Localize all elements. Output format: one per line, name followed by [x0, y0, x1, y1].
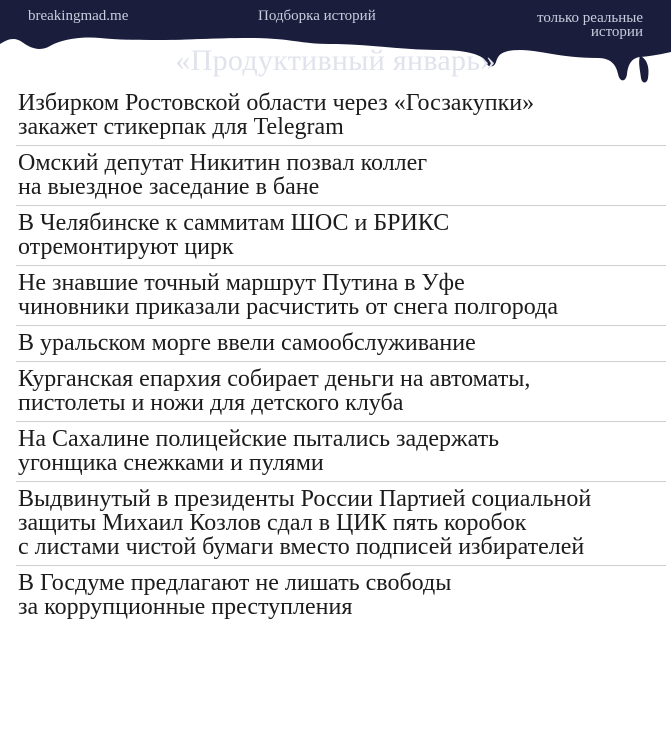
story-headline-line: Курганская епархия собирает деньги на автоматы,: [18, 366, 531, 392]
story-headline-line: чиновники приказали расчистить от снега полгорода: [18, 294, 558, 320]
story-headline-line: защиты Михаил Козлов сдал в ЦИК пять коробок: [18, 510, 527, 536]
story-headline-line: с листами чистой бумаги вместо подписей избирателей: [18, 534, 585, 560]
story-headline-line: В уральском морге ввели самообслуживание: [18, 330, 476, 356]
story-list: [16, 86, 666, 625]
story-item[interactable]: [16, 326, 666, 362]
story-headline-line: пистолеты и ножи для детского клуба: [18, 390, 404, 416]
story-headline-line: за коррупционные преступления: [18, 594, 353, 620]
story-item[interactable]: [16, 422, 666, 482]
issue-title: «Продуктивный январь»: [175, 44, 496, 77]
story-item[interactable]: [16, 482, 666, 566]
collection-label: Подборка историй: [258, 8, 376, 24]
site-name-link[interactable]: breakingmad.me: [28, 8, 129, 24]
story-headline-line: отремонтируют цирк: [18, 234, 234, 260]
story-item[interactable]: [16, 86, 666, 146]
story-headline-line: на выездное заседание в бане: [18, 174, 320, 200]
story-headline-line: угонщика снежками и пулями: [18, 450, 324, 476]
story-headline-line: Избирком Ростовской области через «Госзакупки»: [18, 90, 535, 116]
story-headline-line: В Госдуме предлагают не лишать свободы: [18, 570, 452, 596]
tagline: только реальные истории: [537, 10, 643, 40]
story-item[interactable]: [16, 566, 666, 625]
story-item[interactable]: [16, 206, 666, 266]
story-headline-line: В Челябинске к саммитам ШОС и БРИКС: [18, 210, 450, 236]
story-headline-line: Омский депутат Никитин позвал коллег: [18, 150, 428, 176]
story-headline-line: На Сахалине полицейские пытались задержать: [18, 426, 500, 452]
story-headline-line: Выдвинутый в президенты России Партией социальной: [18, 486, 592, 512]
story-item[interactable]: [16, 266, 666, 326]
story-headline-line: Не знавшие точный маршрут Путина в Уфе: [18, 270, 465, 296]
story-item[interactable]: [16, 146, 666, 206]
story-item[interactable]: [16, 362, 666, 422]
story-headline-line: закажет стикерпак для Telegram: [18, 114, 344, 140]
header-banner: [0, 0, 671, 86]
